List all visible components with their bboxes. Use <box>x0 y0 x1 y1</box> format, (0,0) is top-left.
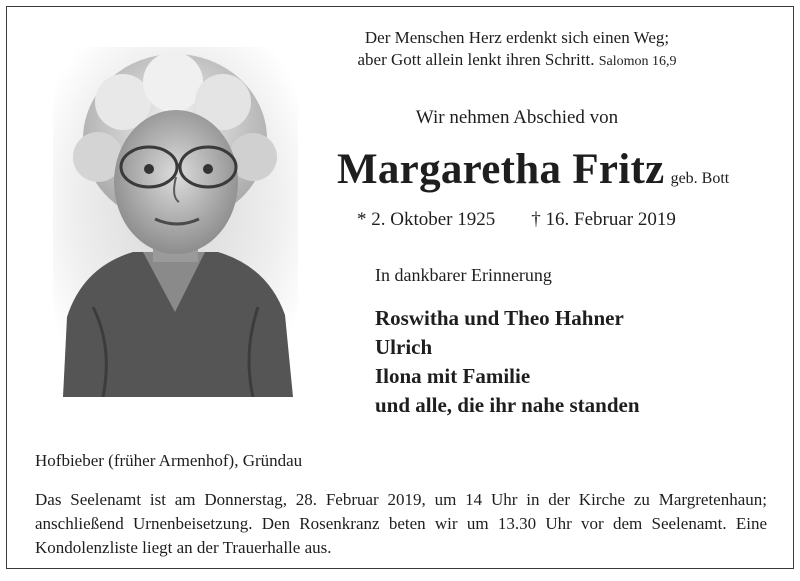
memory-line: In dankbarer Erinnerung <box>375 265 552 285</box>
quote-reference: Salomon 16,9 <box>598 54 677 69</box>
farewell-intro: Wir nehmen Abschied von <box>415 107 619 128</box>
birth-date: * 2. Oktober 1925 <box>357 209 496 230</box>
birth-name: geb. Bott <box>670 170 730 187</box>
quote-line-1: Der Menschen Herz erdenkt sich einen Weg; <box>364 28 670 47</box>
bible-quote <box>307 27 727 73</box>
death-date: † 16. Februar 2019 <box>531 209 676 230</box>
obituary-notice <box>6 6 794 569</box>
deceased-name: Margaretha Fritz <box>337 146 665 193</box>
survivor-entry: Ulrich <box>375 335 433 359</box>
survivors-list <box>375 304 640 420</box>
service-info: Das Seelenamt ist am Donnerstag, 28. Februar 2019, um 14 Uhr in der Kirche zu Margretenhaun; anschließend Urnenbeisetzung. Den Rosenkranz beten wir um 13.30 Uhr vor dem Seelenamt. Eine Kondolenzliste liegt an der Trauerhalle aus. <box>35 490 767 557</box>
deceased-heading <box>337 145 729 194</box>
portrait-photo <box>53 47 298 397</box>
survivor-entry: und alle, die ihr nahe standen <box>375 393 640 417</box>
life-dates <box>357 209 676 231</box>
quote-line-2: aber Gott allein lenkt ihren Schritt. <box>357 50 595 69</box>
place-line: Hofbieber (früher Armenhof), Gründau <box>35 451 303 470</box>
survivor-entry: Roswitha und Theo Hahner <box>375 306 624 330</box>
survivor-entry: Ilona mit Familie <box>375 364 531 388</box>
